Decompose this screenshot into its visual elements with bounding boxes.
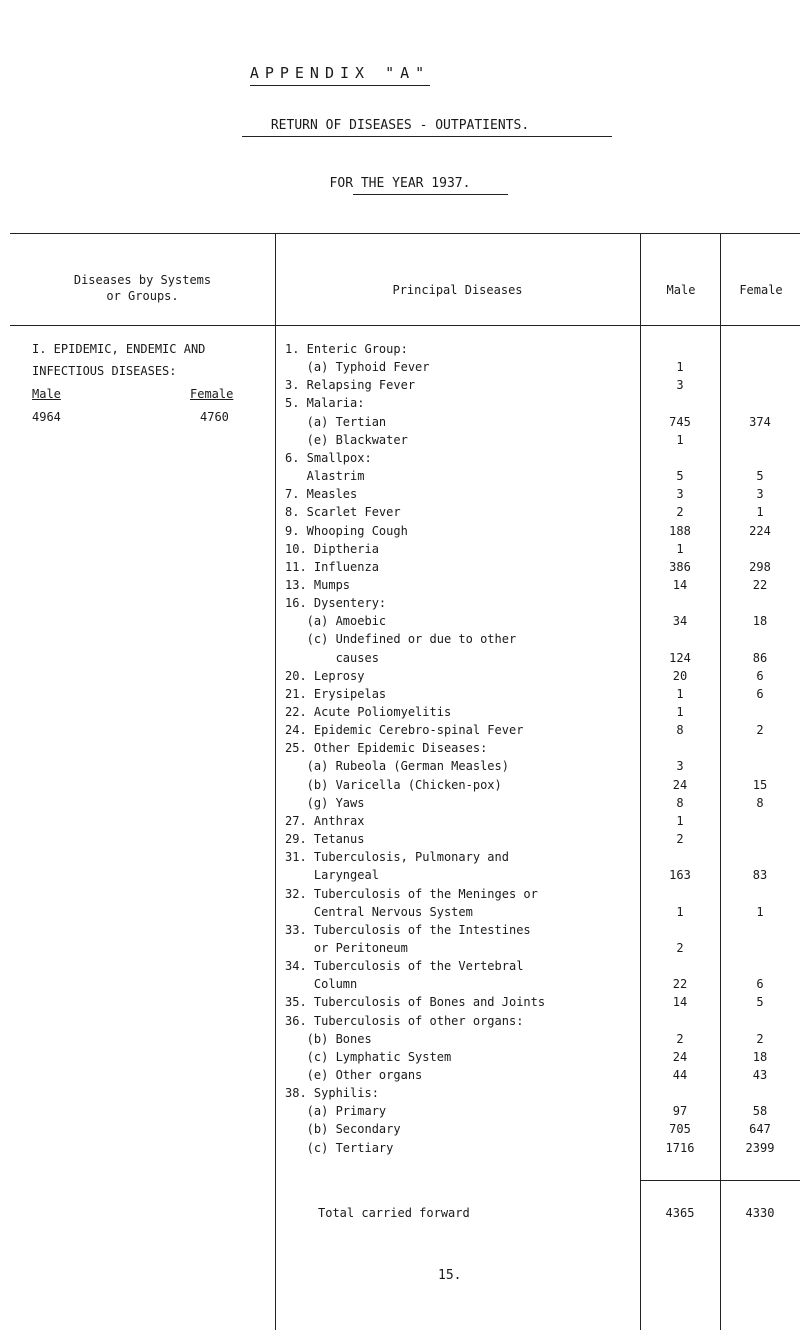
disease-name: 20. Leprosy bbox=[285, 669, 365, 683]
disease-name: (c) Tertiary bbox=[285, 1141, 394, 1155]
female-count: 83 bbox=[752, 868, 768, 882]
male-count: 5 bbox=[676, 469, 684, 483]
male-count: 34 bbox=[672, 614, 688, 628]
disease-name: (b) Secondary bbox=[285, 1122, 401, 1136]
disease-name: 3. Relapsing Fever bbox=[285, 378, 416, 392]
male-count: 1 bbox=[676, 360, 684, 374]
disease-name: 33. Tuberculosis of the Intestines bbox=[285, 923, 531, 937]
disease-name: (a) Tertian bbox=[285, 415, 387, 429]
female-count: 6 bbox=[756, 669, 764, 683]
page-number: 15. bbox=[438, 1268, 462, 1283]
male-count: 22 bbox=[672, 977, 688, 991]
male-count: 1 bbox=[676, 542, 684, 556]
disease-name: 29. Tetanus bbox=[285, 832, 365, 846]
system-name-line2: INFECTIOUS DISEASES: bbox=[32, 364, 177, 378]
female-count: 224 bbox=[749, 524, 771, 538]
female-count: 15 bbox=[752, 778, 768, 792]
system-male-total: 4964 bbox=[32, 410, 61, 424]
disease-name: 25. Other Epidemic Diseases: bbox=[285, 741, 488, 755]
total-male: 4365 bbox=[665, 1206, 695, 1220]
total-female: 4330 bbox=[745, 1206, 775, 1220]
system-name-line1: I. EPIDEMIC, ENDEMIC AND bbox=[32, 342, 206, 356]
disease-name: 16. Dysentery: bbox=[285, 596, 387, 610]
female-count: 18 bbox=[752, 1050, 768, 1064]
male-count: 188 bbox=[669, 524, 691, 538]
disease-name: (a) Amoebic bbox=[285, 614, 387, 628]
disease-name: Laryngeal bbox=[285, 868, 379, 882]
female-count: 5 bbox=[756, 469, 764, 483]
report-year-underline bbox=[353, 194, 508, 195]
disease-name: 27. Anthrax bbox=[285, 814, 365, 828]
male-count: 97 bbox=[672, 1104, 688, 1118]
disease-name: 13. Mumps bbox=[285, 578, 351, 592]
disease-name: 1. Enteric Group: bbox=[285, 342, 408, 356]
disease-name: Central Nervous System bbox=[285, 905, 473, 919]
disease-name: 9. Whooping Cough bbox=[285, 524, 408, 538]
disease-name: causes bbox=[285, 651, 379, 665]
female-count: 3 bbox=[756, 487, 764, 501]
disease-name: (g) Yaws bbox=[285, 796, 365, 810]
male-count: 8 bbox=[676, 723, 684, 737]
male-count: 3 bbox=[676, 487, 684, 501]
total-carried-forward-label: Total carried forward bbox=[318, 1206, 470, 1220]
male-count: 1716 bbox=[665, 1141, 695, 1155]
male-count: 14 bbox=[672, 578, 688, 592]
male-count: 705 bbox=[669, 1122, 691, 1136]
appendix-title: APPENDIX "A" bbox=[249, 64, 431, 82]
disease-name: (a) Primary bbox=[285, 1104, 387, 1118]
report-title: RETURN OF DISEASES - OUTPATIENTS. bbox=[270, 118, 530, 133]
table-header-border bbox=[10, 325, 800, 326]
disease-name: (e) Blackwater bbox=[285, 433, 408, 447]
male-count: 2 bbox=[676, 832, 684, 846]
male-count: 1 bbox=[676, 814, 684, 828]
disease-name: Alastrim bbox=[285, 469, 365, 483]
female-count: 1 bbox=[756, 905, 764, 919]
appendix-underline bbox=[250, 85, 430, 86]
male-count: 386 bbox=[669, 560, 691, 574]
male-count: 2 bbox=[676, 505, 684, 519]
male-count: 14 bbox=[672, 995, 688, 1009]
disease-name: (b) Varicella (Chicken-pox) bbox=[285, 778, 502, 792]
system-female-label: Female bbox=[190, 387, 234, 401]
disease-name: 21. Erysipelas bbox=[285, 687, 387, 701]
female-count: 2399 bbox=[745, 1141, 775, 1155]
disease-name: 36. Tuberculosis of other organs: bbox=[285, 1014, 524, 1028]
female-count: 2 bbox=[756, 723, 764, 737]
female-count: 647 bbox=[749, 1122, 771, 1136]
disease-name: 38. Syphilis: bbox=[285, 1086, 379, 1100]
header-principal-diseases: Principal Diseases bbox=[392, 283, 523, 297]
male-count: 1 bbox=[676, 687, 684, 701]
system-female-total: 4760 bbox=[200, 410, 229, 424]
male-count: 24 bbox=[672, 1050, 688, 1064]
male-count: 44 bbox=[672, 1068, 688, 1082]
disease-name: Column bbox=[285, 977, 358, 991]
system-male-label: Male bbox=[32, 387, 61, 401]
disease-name: 11. Influenza bbox=[285, 560, 379, 574]
female-count: 43 bbox=[752, 1068, 768, 1082]
report-title-underline bbox=[242, 136, 612, 137]
male-count: 124 bbox=[669, 651, 691, 665]
male-count: 163 bbox=[669, 868, 691, 882]
column-divider-systems bbox=[275, 233, 276, 1330]
male-count: 1 bbox=[676, 705, 684, 719]
female-count: 8 bbox=[756, 796, 764, 810]
female-count: 298 bbox=[749, 560, 771, 574]
male-count: 24 bbox=[672, 778, 688, 792]
female-count: 5 bbox=[756, 995, 764, 1009]
female-count: 1 bbox=[756, 505, 764, 519]
disease-name: 6. Smallpox: bbox=[285, 451, 372, 465]
female-count: 2 bbox=[756, 1032, 764, 1046]
disease-name: (c) Undefined or due to other bbox=[285, 632, 517, 646]
disease-name: 8. Scarlet Fever bbox=[285, 505, 401, 519]
disease-name: 22. Acute Poliomyelitis bbox=[285, 705, 452, 719]
disease-name: (a) Rubeola (German Measles) bbox=[285, 759, 509, 773]
female-count: 6 bbox=[756, 977, 764, 991]
female-count: 22 bbox=[752, 578, 768, 592]
disease-name: (b) Bones bbox=[285, 1032, 372, 1046]
disease-name: (e) Other organs bbox=[285, 1068, 423, 1082]
male-count: 3 bbox=[676, 759, 684, 773]
female-count: 374 bbox=[749, 415, 771, 429]
table-top-border bbox=[10, 233, 800, 234]
disease-name: 5. Malaria: bbox=[285, 396, 365, 410]
male-count: 745 bbox=[669, 415, 691, 429]
disease-name: 10. Diptheria bbox=[285, 542, 379, 556]
disease-name: (c) Lymphatic System bbox=[285, 1050, 452, 1064]
male-count: 8 bbox=[676, 796, 684, 810]
disease-name: 34. Tuberculosis of the Vertebral bbox=[285, 959, 524, 973]
female-count: 58 bbox=[752, 1104, 768, 1118]
male-count: 20 bbox=[672, 669, 688, 683]
male-count: 1 bbox=[676, 905, 684, 919]
male-count: 3 bbox=[676, 378, 684, 392]
disease-name: 31. Tuberculosis, Pulmonary and bbox=[285, 850, 509, 864]
header-systems: Diseases by Systems or Groups. bbox=[73, 273, 212, 303]
disease-name: or Peritoneum bbox=[285, 941, 408, 955]
female-count: 18 bbox=[752, 614, 768, 628]
disease-name: 24. Epidemic Cerebro-spinal Fever bbox=[285, 723, 524, 737]
male-count: 1 bbox=[676, 433, 684, 447]
disease-name: 32. Tuberculosis of the Meninges or bbox=[285, 887, 538, 901]
disease-name: (a) Typhoid Fever bbox=[285, 360, 430, 374]
header-female: Female bbox=[739, 283, 783, 297]
disease-name: 35. Tuberculosis of Bones and Joints bbox=[285, 995, 546, 1009]
disease-name: 7. Measles bbox=[285, 487, 358, 501]
header-male: Male bbox=[666, 283, 696, 297]
report-year: FOR THE YEAR 1937. bbox=[329, 176, 471, 191]
male-count: 2 bbox=[676, 1032, 684, 1046]
female-count: 86 bbox=[752, 651, 768, 665]
female-count: 6 bbox=[756, 687, 764, 701]
male-count: 2 bbox=[676, 941, 684, 955]
